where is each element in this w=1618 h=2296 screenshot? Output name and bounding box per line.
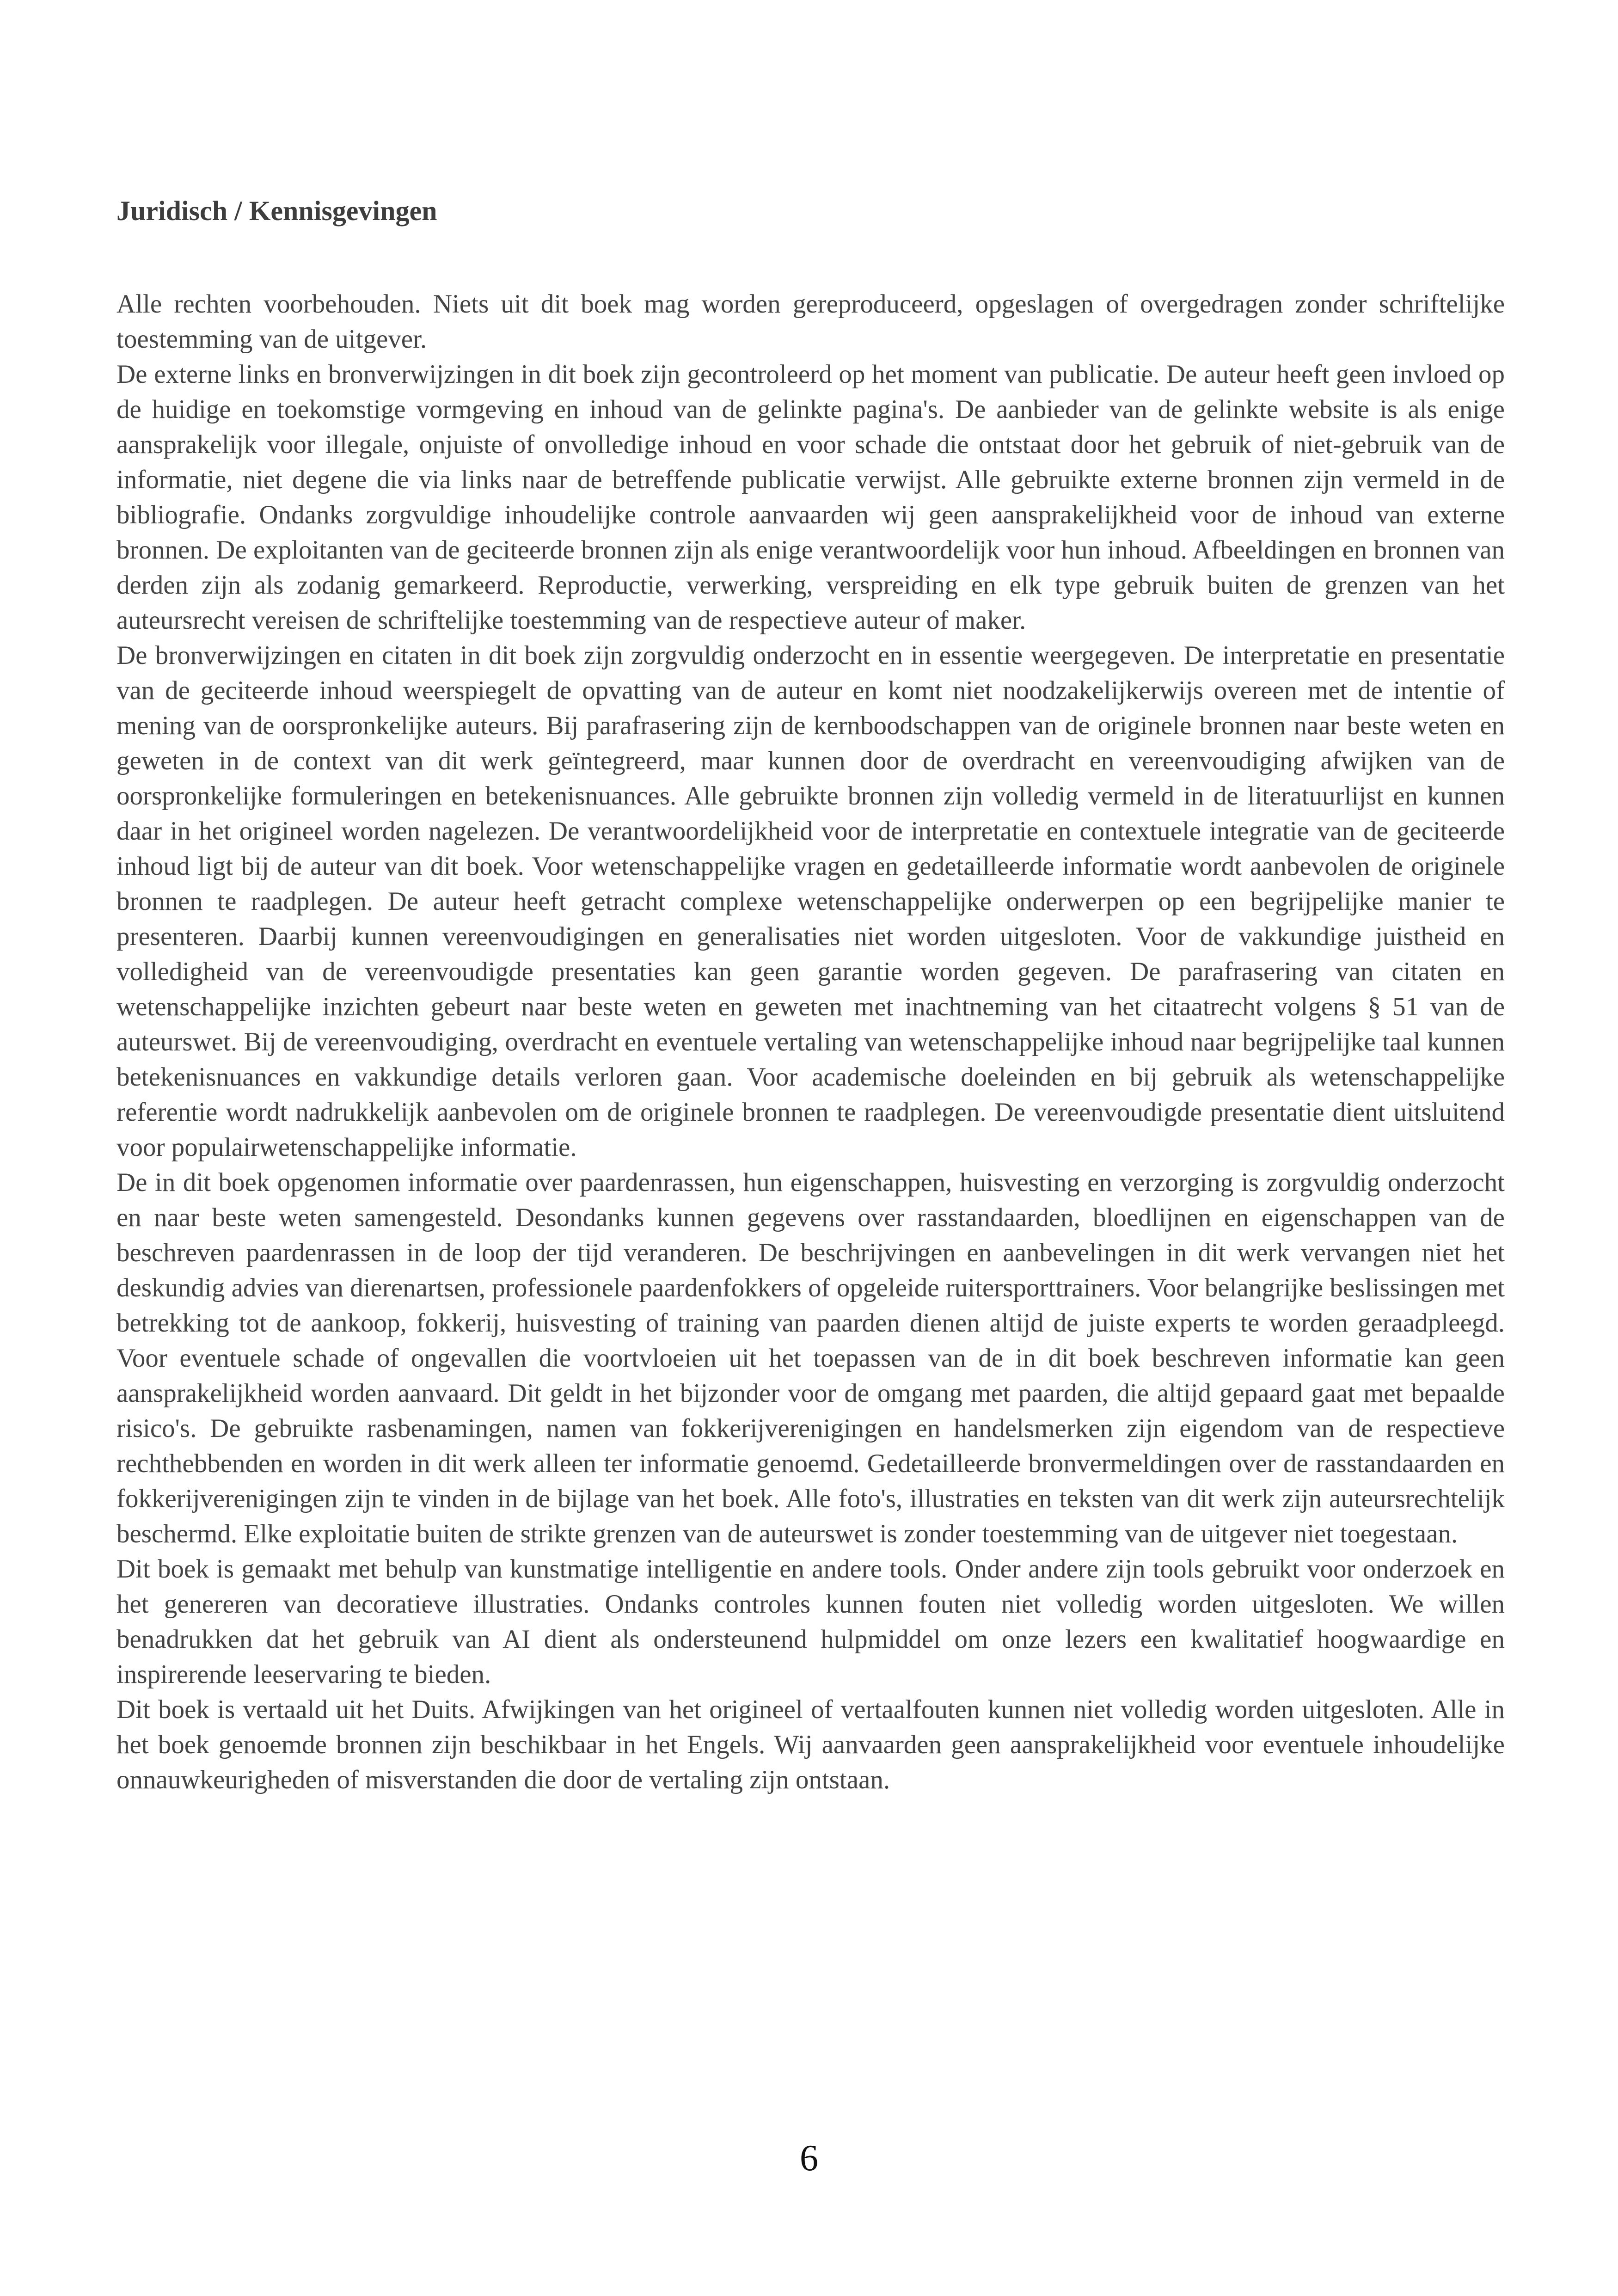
page-content	[116, 194, 1505, 1798]
paragraph-ai-usage: Dit boek is gemaakt met behulp van kunstmatige intelligentie en andere tools. Onder andere zijn tools gebruikt voor onderzoek en het genereren van decoratieve illustraties. Ondanks controles kunnen fouten niet volledig worden uitgesloten. We willen benadrukken dat het gebruik van AI dient als ondersteunend hulpmiddel om onze lezers een kwalitatief hoogwaardige en inspirerende leeservaring te bieden.	[116, 1554, 1505, 1689]
paragraph-citations: De bronverwijzingen en citaten in dit boek zijn zorgvuldig onderzocht en in essentie weergegeven. De interpretatie en presentatie van de geciteerde inhoud weerspiegelt de opvatting van de auteur en komt niet noodzakelijkerwijs overeen met de intentie of mening van de oorspronkelijke auteurs. Bij parafrasering zijn de kernboodschappen van de originele bronnen naar beste weten en geweten in de context van dit werk geïntegreerd, maar kunnen door de overdracht en vereenvoudiging afwijken van de oorspronkelijke formuleringen en betekenisnuances. Alle gebruikte bronnen zijn volledig vermeld in de literatuurlijst en kunnen daar in het origineel worden nagelezen. De verantwoordelijkheid voor de interpretatie en contextuele integratie van de geciteerde inhoud ligt bij de auteur van dit boek. Voor wetenschappelijke vragen en gedetailleerde informatie wordt aanbevolen de originele bronnen te raadplegen. De auteur heeft getracht complexe wetenschappelijke onderwerpen op een begrijpelijke manier te presenteren. Daarbij kunnen vereenvoudigingen en generalisaties niet worden uitgesloten. Voor de vakkundige juistheid en volledigheid van de vereenvoudigde presentaties kan geen garantie worden gegeven. De parafrasering van citaten en wetenschappelijke inzichten gebeurt naar beste weten en geweten met inachtneming van het citaatrecht volgens § 51 van de auteurswet. Bij de vereenvoudiging, overdracht en eventuele vertaling van wetenschappelijke inhoud naar begrijpelijke taal kunnen betekenisnuances en vakkundige details verloren gaan. Voor academische doeleinden en bij gebruik als wetenschappelijke referentie wordt nadrukkelijk aanbevolen om de originele bronnen te raadplegen. De vereenvoudigde presentatie dient uitsluitend voor populairwetenschappelijke informatie.	[116, 641, 1505, 1162]
section-heading: Juridisch / Kennisgevingen	[116, 196, 437, 226]
paragraph-translation: Dit boek is vertaald uit het Duits. Afwijkingen van het origineel of vertaalfouten kunnen niet volledig worden uitgesloten. Alle in het boek genoemde bronnen zijn beschikbaar in het Engels. Wij aanvaarden geen aansprakelijkheid voor eventuele inhoudelijke onnauwkeurigheden of misverstanden die door de vertaling zijn ontstaan.	[116, 1695, 1505, 1794]
paragraph-external-links: De externe links en bronverwijzingen in dit boek zijn gecontroleerd op het moment van publicatie. De auteur heeft geen invloed op de huidige en toekomstige vormgeving en inhoud van de gelinkte pagina's. De aanbieder van de gelinkte website is als enige aansprakelijk voor illegale, onjuiste of onvolledige inhoud en voor schade die ontstaat door het gebruik of niet-gebruik van de informatie, niet degene die via links naar de betreffende publicatie verwijst. Alle gebruikte externe bronnen zijn vermeld in de bibliografie. Ondanks zorgvuldige inhoudelijke controle aanvaarden wij geen aansprakelijkheid voor de inhoud van externe bronnen. De exploitanten van de geciteerde bronnen zijn als enige verantwoordelijk voor hun inhoud. Afbeeldingen en bronnen van derden zijn als zodanig gemarkeerd. Reproductie, verwerking, verspreiding en elk type gebruik buiten de grenzen van het auteursrecht vereisen de schriftelijke toestemming van de respectieve auteur of maker.	[116, 360, 1505, 635]
page-number: 6	[800, 2138, 818, 2179]
paragraph-copyright: Alle rechten voorbehouden. Niets uit dit boek mag worden gereproduceerd, opgeslagen of overgedragen zonder schriftelijke toestemming van de uitgever.	[116, 289, 1505, 354]
paragraph-horse-breeds: De in dit boek opgenomen informatie over paardenrassen, hun eigenschappen, huisvesting en verzorging is zorgvuldig onderzocht en naar beste weten samengesteld. Desondanks kunnen gegevens over rasstandaarden, bloedlijnen en eigenschappen van de beschreven paardenrassen in de loop der tijd veranderen. De beschrijvingen en aanbevelingen in dit werk vervangen niet het deskundig advies van dierenartsen, professionele paardenfokkers of opgeleide ruitersporttrainers. Voor belangrijke beslissingen met betrekking tot de aankoop, fokkerij, huisvesting of training van paarden dienen altijd de juiste experts te worden geraadpleegd. Voor eventuele schade of ongevallen die voortvloeien uit het toepassen van de in dit boek beschreven informatie kan geen aansprakelijkheid worden aanvaard. Dit geldt in het bijzonder voor de omgang met paarden, die altijd gepaard gaat met bepaalde risico's. De gebruikte rasbenamingen, namen van fokkerijverenigingen en handelsmerken zijn eigendom van de respectieve rechthebbenden en worden in dit werk alleen ter informatie genoemd. Gedetailleerde bronvermeldingen over de rasstandaarden en fokkerijverenigingen zijn te vinden in de bijlage van het boek. Alle foto's, illustraties en teksten van dit werk zijn auteursrechtelijk beschermd. Elke exploitatie buiten de strikte grenzen van de auteurswet is zonder toestemming van de uitgever niet toegestaan.	[116, 1168, 1505, 1548]
